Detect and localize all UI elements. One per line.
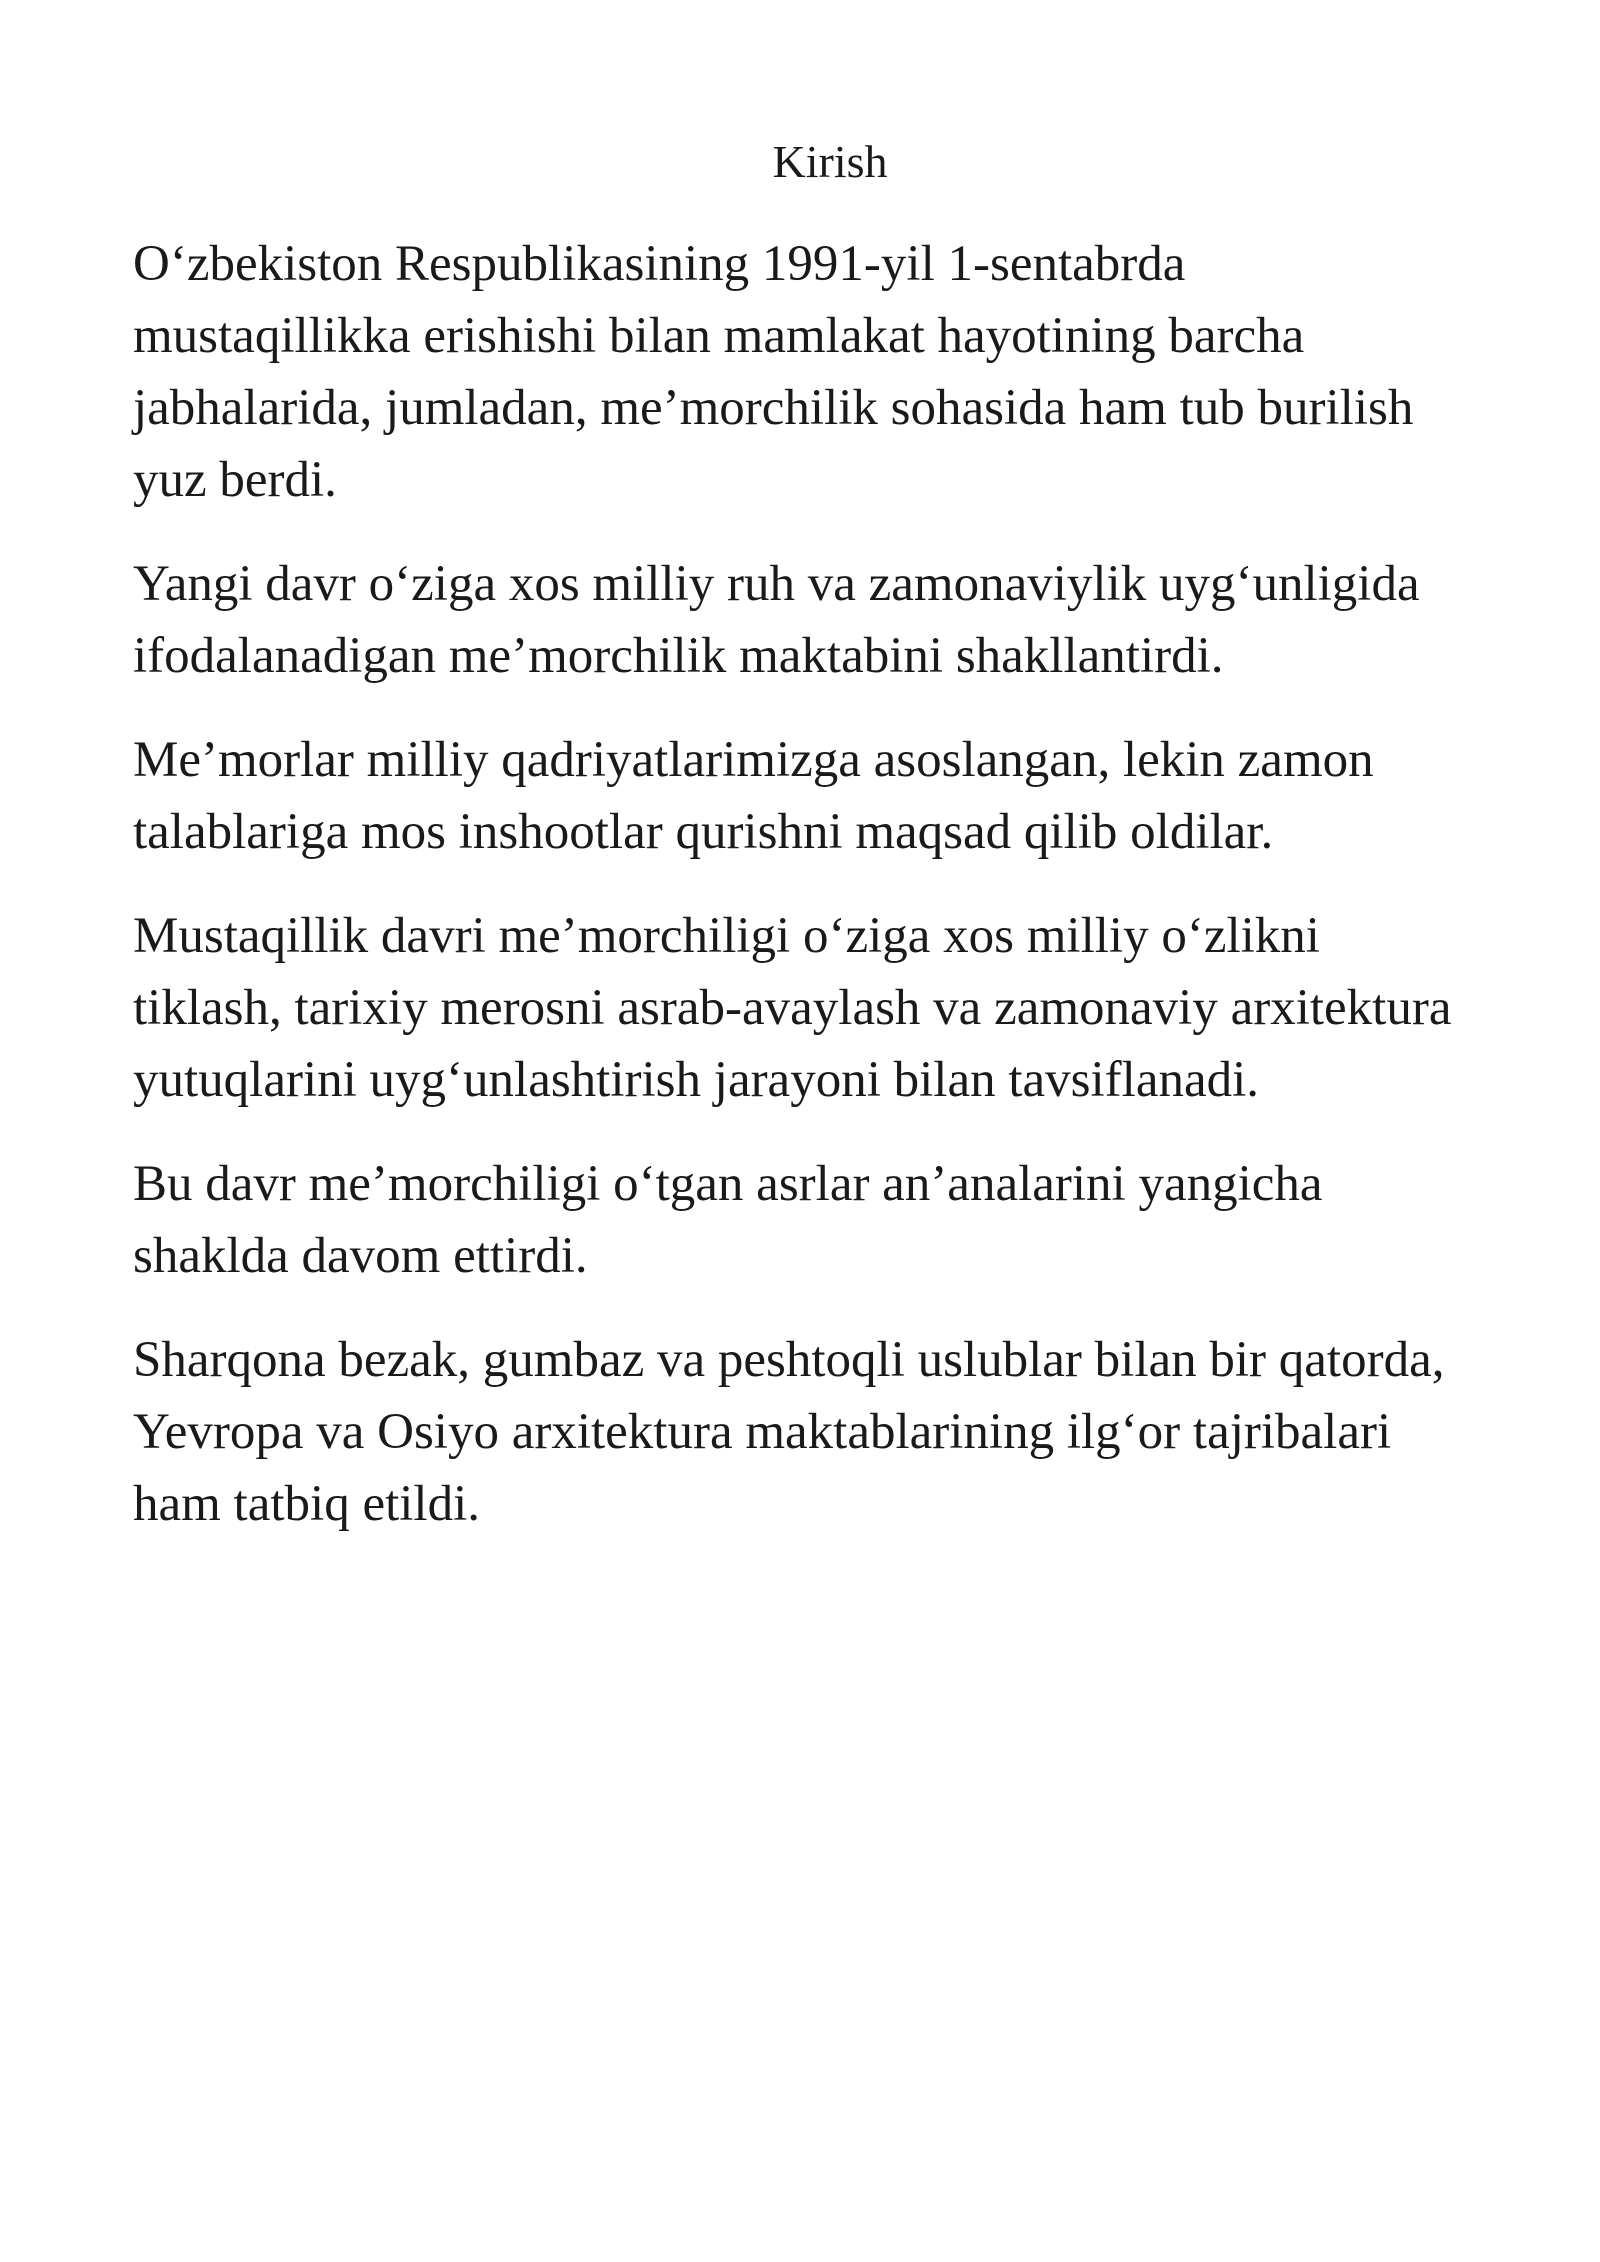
paragraph-1: O‘zbekiston Respublikasining 1991-yil 1-sentabrda mustaqillikka erishishi bilan mamlakat hayotining barcha jabhalarida, jumladan, me’morchilik sohasida ham tub burilish yuz berdi. [133,236,1414,508]
paragraph-2: Yangi davr o‘ziga xos milliy ruh va zamonaviylik uyg‘unligida ifodalanadigan me’morchilik maktabini shakllantirdi. [133,556,1420,684]
document-body [133,228,1573,1572]
paragraph-6: Sharqona bezak, gumbaz va peshtoqli uslublar bilan bir qatorda, Yevropa va Osiyo arxitektura maktablarining ilg‘or tajribalari ham tatbiq etildi. [133,1332,1445,1532]
page-title: Kirish [772,136,888,187]
paragraph-5: Bu davr me’morchiligi o‘tgan asrlar an’analarini yangicha shaklda davom ettirdi. [133,1156,1323,1284]
paragraph-3: Me’morlar milliy qadriyatlarimizga asoslangan, lekin zamon talablariga mos inshootlar qurishni maqsad qilib oldilar. [133,732,1374,860]
paragraph-4: Mustaqillik davri me’morchiligi o‘ziga xos milliy o‘zlikni tiklash, tarixiy merosni asrab-avaylash va zamonaviy arxitektura yutuqlarini uyg‘unlashtirish jarayoni bilan tavsiflanadi. [133,908,1452,1108]
